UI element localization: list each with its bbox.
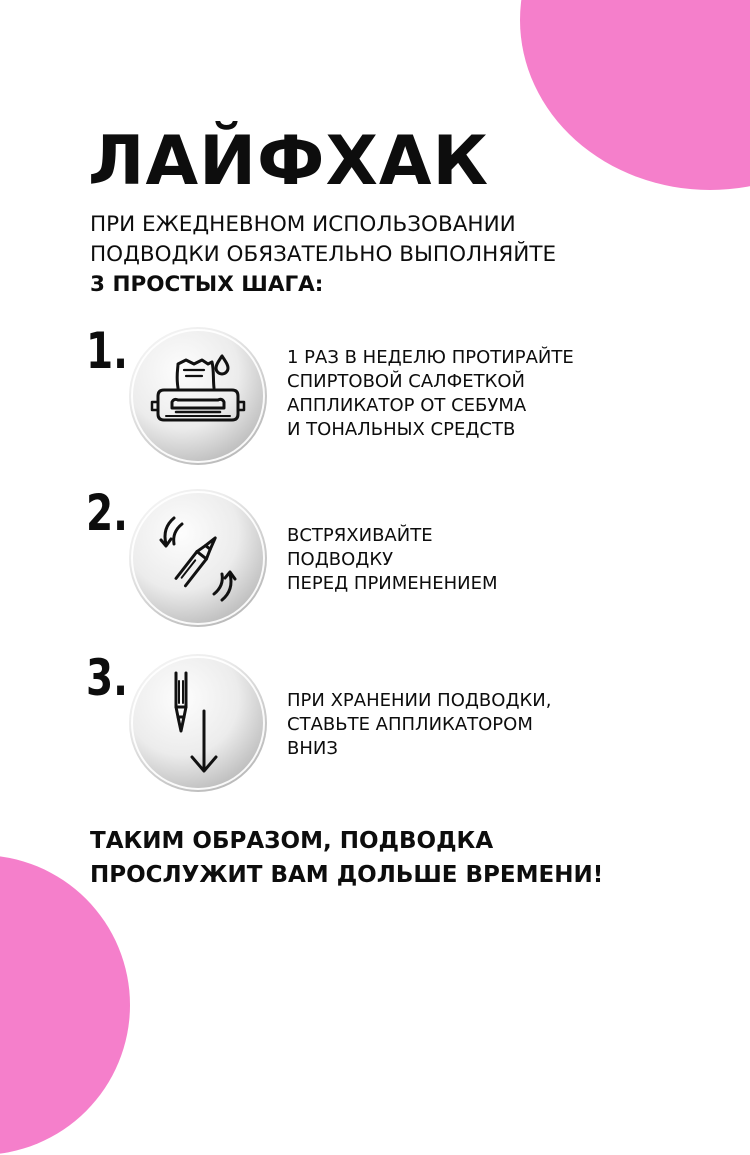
shake-liner-icon: [128, 488, 268, 628]
step-2: [0, 484, 750, 628]
pink-blob-bottom-left: [0, 855, 130, 1155]
outro-line-2: ПРОСЛУЖИТ ВАМ ДОЛЬШЕ ВРЕМЕНИ!: [90, 862, 604, 888]
pink-blob-top-right: [520, 0, 750, 190]
step-3: [0, 649, 750, 793]
intro-line-3: 3 ПРОСТЫХ ШАГА:: [90, 272, 324, 297]
wet-wipes-icon: [128, 326, 268, 466]
outro-text: [90, 824, 603, 892]
step-number: 2.: [86, 484, 128, 542]
step-icon-circle: [128, 653, 268, 793]
step-1: [0, 322, 750, 466]
step-number: 3.: [86, 649, 128, 707]
step-icon-circle: [128, 326, 268, 466]
step-number: 1.: [86, 322, 128, 380]
page-title: ЛАЙФХАК: [88, 122, 490, 201]
intro-line-2: ПОДВОДКИ ОБЯЗАТЕЛЬНО ВЫПОЛНЯЙТЕ: [90, 242, 557, 267]
intro-text: [90, 210, 690, 300]
step-text: ПРИ ХРАНЕНИИ ПОДВОДКИ, СТАВЬТЕ АППЛИКАТОРОМ ВНИЗ: [287, 690, 552, 759]
step-icon-circle: [128, 488, 268, 628]
step-text: ВСТРЯХИВАЙТЕ ПОДВОДКУ ПЕРЕД ПРИМЕНЕНИЕМ: [287, 525, 498, 594]
liner-down-icon: [128, 653, 268, 793]
intro-line-1: ПРИ ЕЖЕДНЕВНОМ ИСПОЛЬЗОВАНИИ: [90, 212, 516, 237]
step-text: 1 РАЗ В НЕДЕЛЮ ПРОТИРАЙТЕ СПИРТОВОЙ САЛФЕТКОЙ АППЛИКАТОР ОТ СЕБУМА И ТОНАЛЬНЫХ СРЕДСТВ: [287, 347, 574, 440]
outro-line-1: ТАКИМ ОБРАЗОМ, ПОДВОДКА: [90, 828, 494, 854]
